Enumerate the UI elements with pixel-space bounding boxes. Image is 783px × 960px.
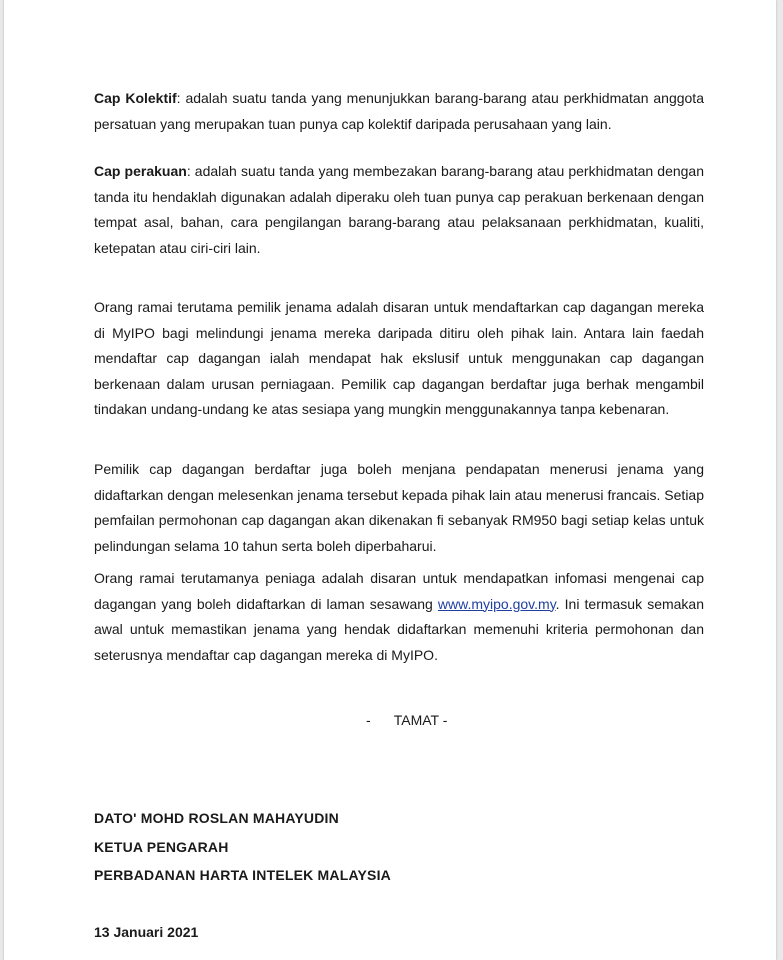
definition-cap-perakuan: : adalah suatu tanda yang membezakan barang-barang atau perkhidmatan dengan tanda itu hendaklah digunakan adalah diperaku oleh tuan punya cap perakuan berkenaan dengan tempat asal, bahan, cara pengilangan barang-barang atau pelaksanaan perkhidmatan, kualiti, ketepatan atau ciri-ciri lain. xyxy=(94,163,704,256)
signatory-organization: PERBADANAN HARTA INTELEK MALAYSIA xyxy=(94,867,391,883)
term-cap-kolektif: Cap Kolektif xyxy=(94,90,177,106)
myipo-website-link[interactable]: www.myipo.gov.my xyxy=(437,595,556,612)
signatory-position: KETUA PENGARAH xyxy=(94,839,229,855)
paragraph-cap-kolektif xyxy=(94,86,704,137)
document-page xyxy=(4,0,776,960)
end-marker: - TAMAT - xyxy=(366,712,448,728)
signatory-name: DATO' MOHD ROSLAN MAHAYUDIN xyxy=(94,810,339,826)
paragraph-licensing-fees: Pemilik cap dagangan berdaftar juga boleh menjana pendapatan menerusi jenama yang didaftarkan dengan melesenkan jenama tersebut kepada pihak lain atau menerusi francais. Setiap pemfailan permohonan cap dagangan akan dikenakan fi sebanyak RM950 bagi setiap kelas untuk pelindungan selama 10 tahun serta boleh diperbaharui. xyxy=(94,461,704,554)
paragraph-cap-perakuan xyxy=(94,159,704,261)
paragraph-registration-benefits: Orang ramai terutama pemilik jenama adalah disaran untuk mendaftarkan cap dagangan mereka di MyIPO bagi melindungi jenama mereka daripada ditiru oleh pihak lain. Antara lain faedah mendaftar cap dagangan ialah mendapat hak ekslusif untuk menggunakan cap dagangan berkenaan dalam urusan perniagaan. Pemilik cap dagangan berdaftar juga berhak mengambil tindakan undang-undang ke atas sesiapa yang mungkin menggunakannya tanpa kebenaran. xyxy=(94,299,704,417)
website-text-before: Orang ramai terutamanya peniaga adalah disaran untuk mendapatkan infomasi mengenai cap dagangan yang boleh didaftarkan di laman sesawang xyxy=(94,570,704,612)
paragraph-information-website xyxy=(94,566,704,668)
definition-cap-kolektif: : adalah suatu tanda yang menunjukkan barang-barang atau perkhidmatan anggota persatuan yang merupakan tuan punya cap kolektif daripada perusahaan yang lain. xyxy=(94,90,704,132)
term-cap-perakuan: Cap perakuan xyxy=(94,163,187,179)
website-text-after: . Ini termasuk semakan awal untuk memastikan jenama yang hendak didaftarkan memenuhi kriteria permohonan dan seterusnya mendaftar cap dagangan mereka di MyIPO. xyxy=(94,595,704,663)
document-date: 13 Januari 2021 xyxy=(94,924,199,940)
